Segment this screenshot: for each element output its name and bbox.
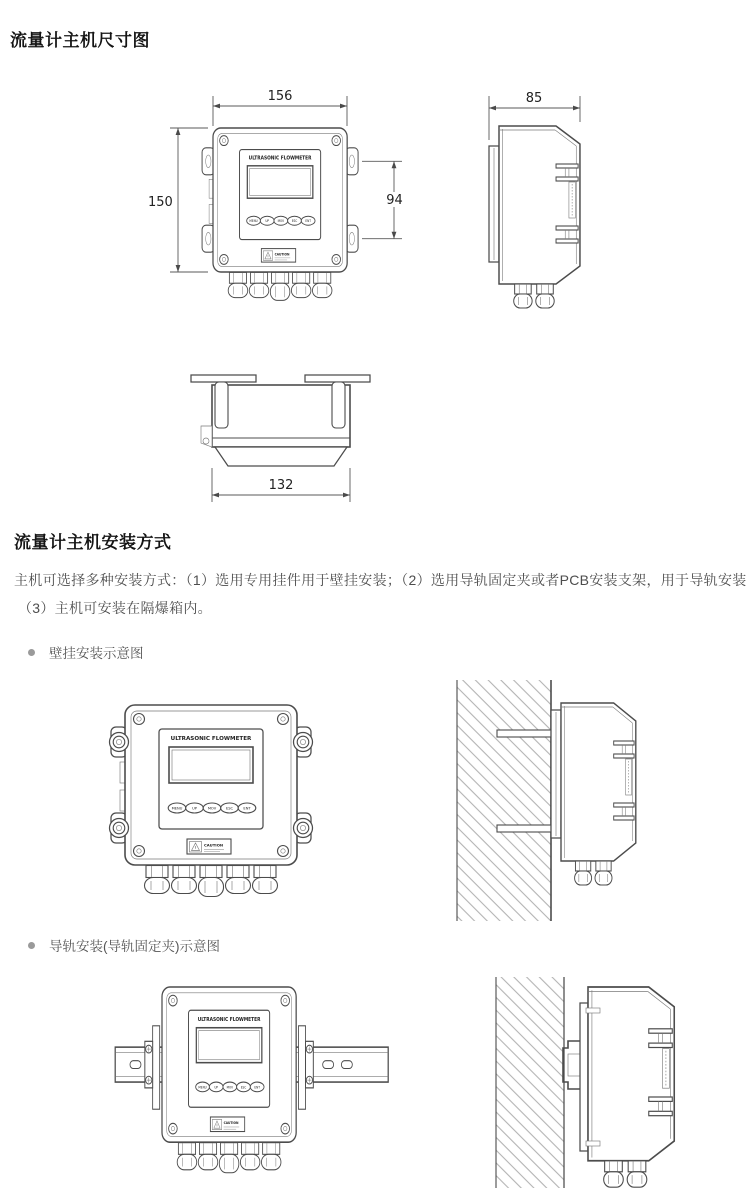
bullet-rail-mount (28, 935, 220, 955)
cable-gland-icon (270, 272, 290, 300)
mounting-tab-plate (191, 375, 256, 382)
cable-gland-icon (199, 866, 224, 897)
mounting-tab-plate (305, 375, 370, 382)
lcd-display (196, 1028, 262, 1063)
section-title-install: 流量计主机安装方式 (14, 533, 172, 552)
plate-stub (586, 1141, 600, 1146)
keypad-button-menu-label: MENU (198, 1084, 207, 1090)
enclosure-side (499, 126, 580, 284)
dimension-arrow-icon (573, 106, 580, 111)
back-plate (580, 1003, 588, 1151)
tab-stem (332, 382, 345, 428)
cable-gland-icon (291, 272, 311, 297)
keypad-button-up-label: UP (192, 806, 197, 811)
dimension-arrow-icon (212, 493, 219, 498)
corner-screw-icon (134, 714, 145, 725)
keypad-button-mov-label: MOV (207, 806, 217, 811)
rail-mount-side-drawing (468, 975, 728, 1190)
bullet-wall-mount-label: 壁挂安装示意图 (49, 646, 144, 661)
enclosure-side (588, 987, 674, 1161)
corner-screw-icon (220, 254, 229, 264)
rail-clamp (568, 1054, 580, 1076)
figure-front-dimension-view (140, 82, 425, 322)
keypad-button-up-label: UP (265, 218, 270, 224)
cable-gland-icon (312, 272, 332, 297)
dimension-arrow-icon (213, 104, 220, 109)
cable-gland-icon (595, 861, 612, 885)
keypad-button-ent-label: ENT (254, 1084, 260, 1090)
top-view-drawing (155, 362, 405, 512)
cable-gland-icon (172, 866, 197, 894)
dimension-mount-spacing (362, 161, 406, 238)
bullet-dot-icon (28, 649, 35, 656)
dimension-arrow-icon (343, 493, 350, 498)
side-plate (153, 1026, 160, 1109)
dimension-label: 85 (525, 91, 543, 106)
install-intro-line2: （3）主机可安装在隔爆箱内。 (18, 600, 212, 616)
caution-text: CAUTION (204, 842, 224, 848)
corner-screw-icon (220, 136, 229, 146)
keypad-button-esc-label: ESC (291, 218, 298, 224)
corner-screw-icon (134, 846, 145, 857)
corner-screw-icon (169, 1123, 178, 1134)
side-plate (299, 1026, 306, 1109)
wall-bolt-icon (497, 730, 551, 737)
figure-top-dimension-view (155, 362, 405, 512)
corner-screw-icon (281, 995, 290, 1006)
dimension-height (148, 128, 208, 272)
lid-bevel (215, 447, 347, 466)
tab-stem (215, 382, 228, 428)
caution-label (210, 1117, 244, 1132)
cable-gland-icon (240, 1143, 260, 1170)
wall-hatching (496, 977, 564, 1188)
keypad-button-ent-label: ENT (305, 218, 311, 224)
bullet-dot-icon (28, 942, 35, 949)
cable-gland-icon (514, 284, 532, 308)
keypad-button-esc-label: ESC (240, 1084, 247, 1090)
enclosure-side (561, 703, 636, 861)
cable-gland-icon (228, 272, 248, 297)
mounting-bolt-icon (110, 819, 129, 838)
cable-gland-icon (177, 1143, 197, 1170)
brand-label: ULTRASONIC FLOWMETER (170, 736, 252, 742)
corner-screw-icon (278, 714, 289, 725)
dimension-arrow-icon (392, 161, 397, 168)
plate-stub (586, 1008, 600, 1013)
keypad-button-up-label: UP (214, 1084, 219, 1090)
install-intro-line1: 主机可选择多种安装方式：（1）选用专用挂件用于壁挂安装；（2）选用导轨固定夹或者PCB安装支架，用于导轨安装 (14, 572, 747, 588)
side-view-drawing (453, 82, 638, 327)
wall-mount-side-drawing (455, 678, 700, 923)
lcd-display (169, 747, 253, 783)
caution-text: CAUTION (223, 1120, 239, 1126)
dimension-label: 150 (148, 195, 173, 210)
corner-screw-icon (169, 995, 178, 1006)
dimension-arrow-icon (176, 265, 181, 272)
bullet-rail-mount-label: 导轨安装(导轨固定夹)示意图 (49, 939, 220, 954)
figure-rail-mount-front (118, 975, 378, 1190)
cable-gland-icon (536, 284, 554, 308)
brand-label: ULTRASONIC FLOWMETER (197, 1016, 261, 1024)
keypad-button-menu-label: MENU (171, 806, 183, 811)
figure-wall-mount-side (455, 678, 700, 923)
wall-bolt-icon (497, 825, 551, 832)
section-title-dimensions: 流量计主机尺寸图 (10, 31, 150, 50)
cable-gland-icon (575, 861, 592, 885)
din-rail-profile (563, 1041, 580, 1089)
mounting-bolt-icon (294, 733, 313, 752)
corner-screw-icon (332, 254, 341, 264)
dimension-arrow-icon (176, 128, 181, 135)
caution-label (187, 839, 231, 854)
cable-gland-icon (627, 1161, 647, 1187)
figure-rail-mount-side (468, 975, 728, 1190)
keypad-button-mov-label: MOV (226, 1084, 234, 1090)
mounting-bolt-icon (110, 733, 129, 752)
rail-mount-front-drawing (118, 975, 378, 1190)
corner-screw-icon (281, 1123, 290, 1134)
figure-wall-mount-front (100, 690, 315, 915)
figure-side-dimension-view (453, 82, 638, 327)
wall-mount-front-drawing (100, 690, 315, 915)
dimension-top-width (212, 468, 350, 502)
dimension-label: 132 (268, 478, 294, 493)
dimension-label: 94 (386, 193, 403, 208)
dimension-label: 156 (267, 89, 293, 104)
mounting-bolt-icon (294, 819, 313, 838)
caution-text: CAUTION (274, 252, 290, 257)
keypad-button-ent-label: ENT (243, 806, 251, 811)
bullet-wall-mount (28, 642, 144, 662)
front-view-drawing (140, 82, 425, 322)
cable-gland-icon (219, 1143, 239, 1173)
keypad-button-esc-label: ESC (225, 806, 234, 811)
cable-gland-icon (226, 866, 251, 894)
cable-gland-icon (198, 1143, 218, 1170)
keypad-button-menu-label: MENU (249, 218, 258, 224)
caution-label (261, 249, 295, 263)
lcd-display (247, 166, 313, 198)
corner-screw-icon (332, 136, 341, 146)
wall-hatching (457, 680, 551, 921)
dimension-arrow-icon (489, 106, 496, 111)
dimension-arrow-icon (340, 104, 347, 109)
brand-label: ULTRASONIC FLOWMETER (248, 156, 312, 162)
dimension-width (213, 89, 347, 126)
cable-gland-icon (261, 1143, 281, 1170)
corner-screw-icon (278, 846, 289, 857)
dimension-arrow-icon (392, 232, 397, 239)
cable-gland-icon (249, 272, 269, 297)
keypad-button-mov-label: MOV (277, 218, 285, 224)
cable-gland-icon (145, 866, 170, 894)
cable-gland-icon (604, 1161, 624, 1187)
cable-gland-icon (253, 866, 278, 894)
